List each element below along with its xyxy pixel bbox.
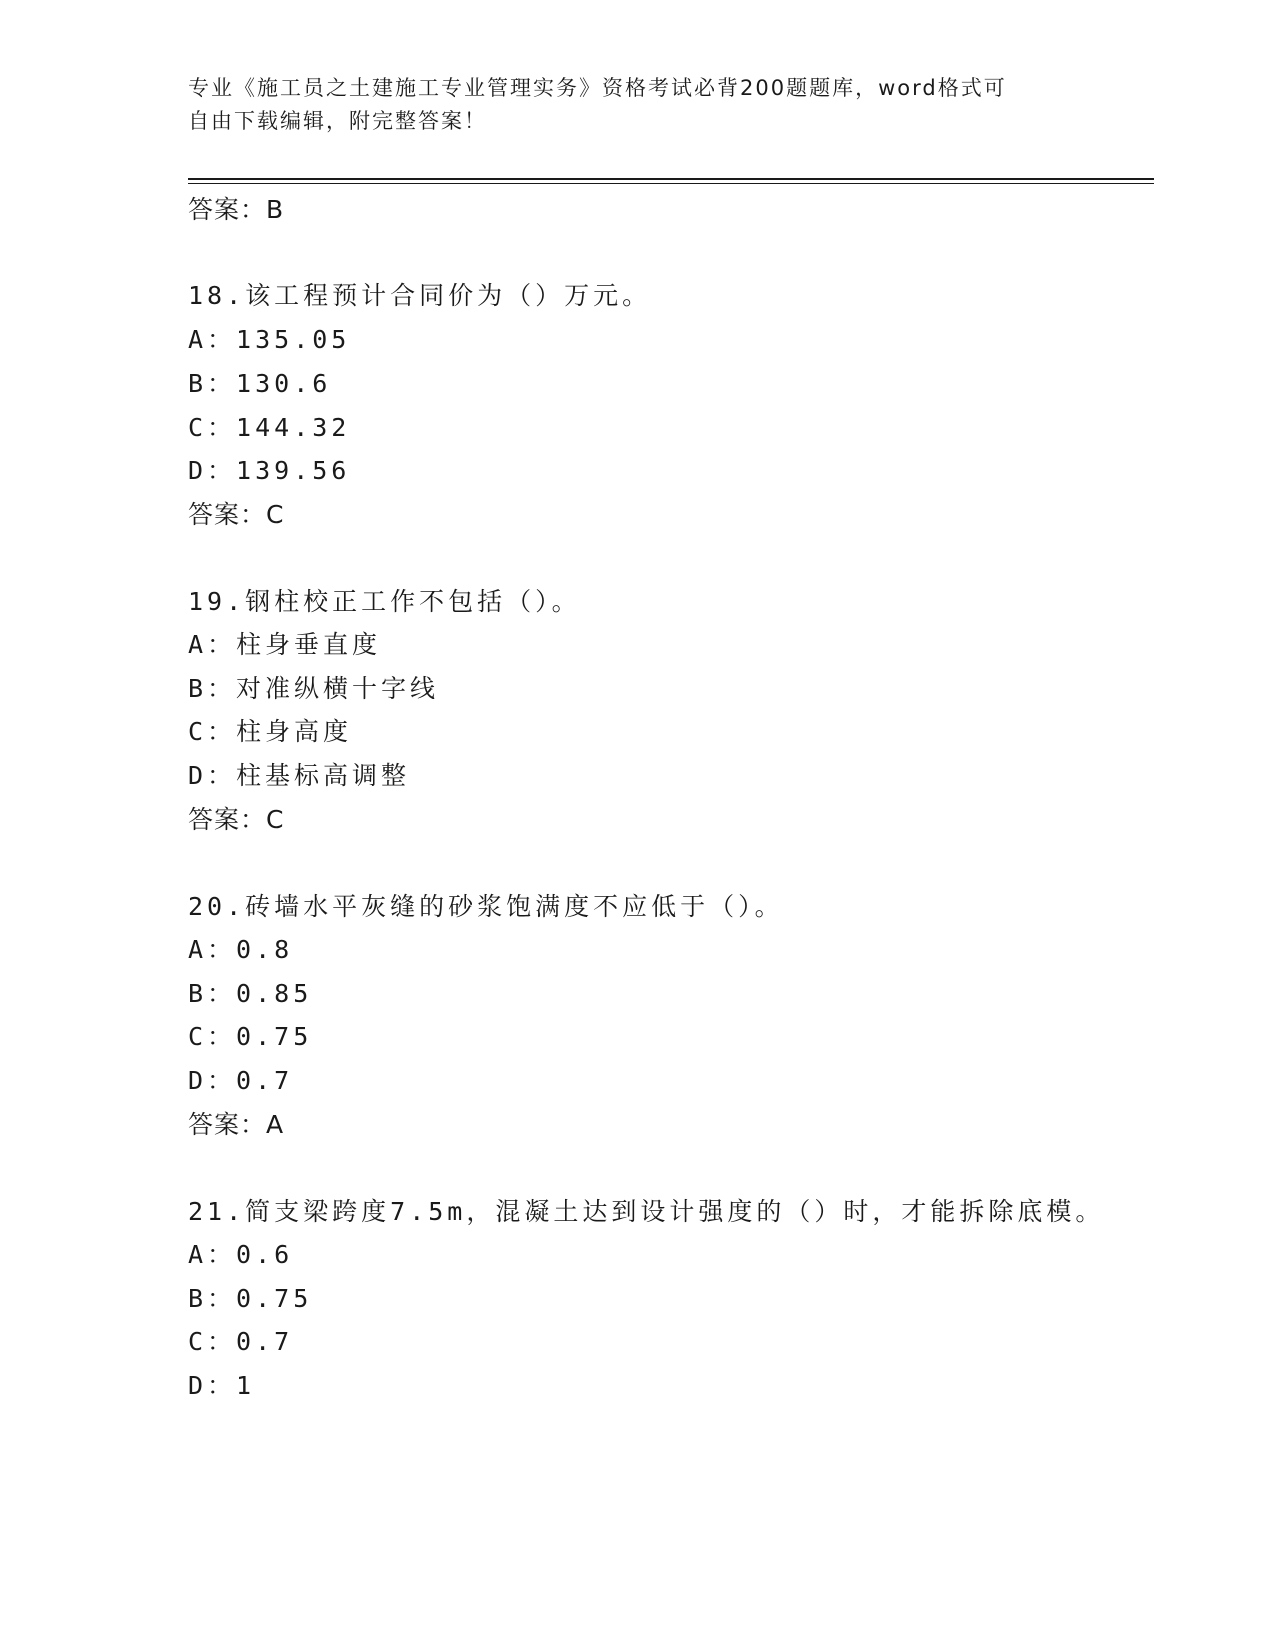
answer-line: [188, 1105, 284, 1141]
header-line-2: 自由下载编辑，附完整答案！: [188, 109, 487, 133]
option-d: D：0.7: [188, 1066, 294, 1095]
document-header: [188, 72, 1088, 138]
answer-value: A: [266, 1110, 285, 1139]
option-b: B：对准纵横十字线: [188, 674, 440, 703]
header-line-1: 专业《施工员之土建施工专业管理实务》资格考试必背200题题库，word格式可: [188, 76, 1007, 100]
option-a: A：0.8: [188, 935, 294, 964]
option-c: C：柱身高度: [188, 717, 353, 746]
option-c: C：0.7: [188, 1327, 294, 1356]
answer-label: 答案：: [188, 195, 267, 224]
option-d: D：1: [188, 1371, 256, 1400]
question-stem: 19.钢柱校正工作不包括（）。: [188, 587, 581, 616]
question-stem: 20.砖墙水平灰缝的砂浆饱满度不应低于（）。: [188, 892, 784, 921]
answer-value: C: [266, 805, 285, 834]
question-stem: 18.该工程预计合同价为（）万元。: [188, 281, 652, 310]
answer-line-prev: [188, 190, 284, 226]
option-d: D：柱基标高调整: [188, 761, 411, 790]
option-c: C：144.32: [188, 413, 351, 442]
option-c: C：0.75: [188, 1022, 313, 1051]
question-stem: 21.简支梁跨度7.5m，混凝土达到设计强度的（）时，才能拆除底模。: [188, 1197, 1105, 1226]
answer-value: C: [266, 500, 285, 529]
header-divider-thick: [188, 178, 1154, 180]
option-a: A：135.05: [188, 325, 351, 354]
option-b: B：0.75: [188, 1284, 313, 1313]
header-divider-thin: [188, 183, 1154, 184]
answer-label: 答案：: [188, 500, 267, 529]
answer-value: B: [266, 195, 285, 224]
answer-line: [188, 495, 284, 531]
option-a: A：0.6: [188, 1240, 294, 1269]
option-d: D：139.56: [188, 456, 351, 485]
option-b: B：130.6: [188, 369, 332, 398]
option-b: B：0.85: [188, 979, 313, 1008]
answer-label: 答案：: [188, 805, 267, 834]
option-a: A：柱身垂直度: [188, 630, 382, 659]
answer-line: [188, 800, 284, 836]
answer-label: 答案：: [188, 1110, 267, 1139]
